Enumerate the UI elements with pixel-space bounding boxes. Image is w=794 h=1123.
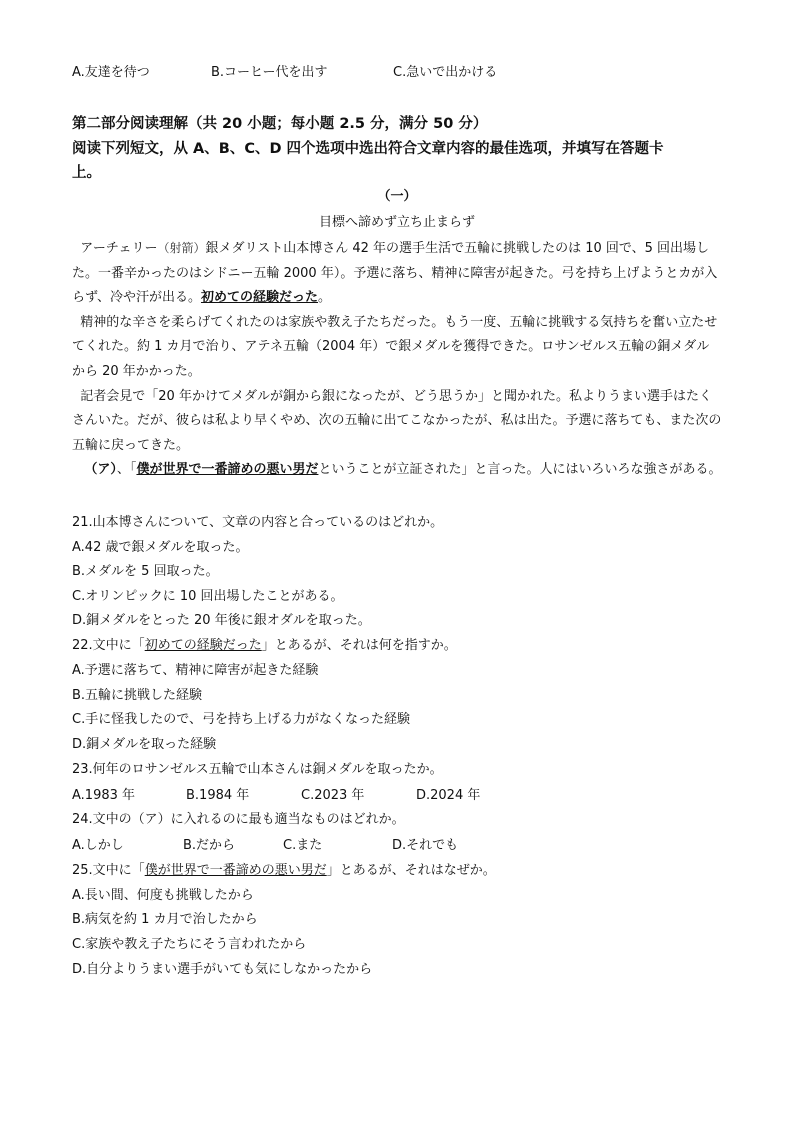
- q22-option-b: B.五輪に挑戦した経験: [72, 688, 203, 703]
- question-21: 21.山本博さんについて、文章の内容と合っているのはどれか。: [72, 515, 444, 530]
- q23-option-b: B.1984 年: [186, 788, 250, 803]
- passage-paragraph-3: [72, 385, 722, 459]
- q23-option-d: D.2024 年: [416, 788, 481, 803]
- passage-paragraph-1: [72, 236, 722, 311]
- q24-option-d: D.それでも: [392, 838, 459, 853]
- q21-option-a: A.42 歳で銀メダルを取った。: [72, 540, 249, 555]
- section-title: 第二部分阅读理解（共 20 小题；每小题 2.5 分，满分 50 分）: [72, 116, 488, 132]
- q25-option-c: C.家族や教え子たちにそう言われたから: [72, 937, 307, 952]
- p2-text: 精神的な辛さを柔らげてくれたのは家族や教え子たちだった。もう一度、五輪に挑戦する気持ちを奮い立たせてくれた。約 1 カ月で治り、アテネ五輪（2004 年）で銀メダルを獲得できた。ロサンゼルス五輪の銅メダルから 20 年かかった。: [72, 314, 718, 379]
- q21-option-b: B.メダルを 5 回取った。: [72, 564, 219, 579]
- q22-option-c: C.手に怪我したので、弓を持ち上げる力がなくなった経験: [72, 712, 410, 727]
- p4-text-b: 、「: [116, 462, 137, 478]
- q24-option-a: A.しかし: [72, 838, 124, 853]
- p1-text-c: 銀メダリスト山本博さん 42 年の選手生活で五輪に挑戦したのは 10 回で、5 回出場した。一番辛かったのはシドニー五輪 2000 年）。予選に落ち、精神に障害が起きた。弓を持ち上げようとカが入らず、冷や汗が出る。: [72, 241, 718, 306]
- question-24: 24.文中の（ア）に入れるのに最も適当なものはどれか。: [72, 812, 405, 827]
- q24-option-c: C.また: [283, 838, 323, 853]
- section-instruction-line2: 上。: [72, 165, 101, 181]
- section-instruction-line1: 阅读下列短文，从 A、B、C、D 四个选项中选出符合文章内容的最佳选项，并填写在答题卡: [72, 141, 664, 157]
- q22-option-d: D.銅メダルを取った経験: [72, 737, 217, 752]
- p4-underlined-phrase: 僕が世界で一番諦めの悪い男だ: [136, 462, 319, 478]
- p1-text-d: 。: [317, 290, 331, 306]
- passage-body: [72, 236, 722, 483]
- passage-paragraph-2: [72, 311, 722, 385]
- p4-text-c: ということが立証された」と言った。人にはいろいろな強さがある。: [318, 462, 722, 478]
- p1-text-a: アーチェリー: [80, 241, 158, 256]
- q21-option-c: C.オリンピックに 10 回出場したことがある。: [72, 589, 344, 604]
- q25-underlined-phrase: 僕が世界で一番諦めの悪い男だ: [144, 863, 327, 878]
- prev-option-a: A.友達を待つ: [72, 65, 150, 80]
- p4-blank-a: （ア）: [84, 462, 117, 478]
- p1-gloss: （射箭）: [157, 241, 206, 255]
- p3-text: 記者会見で「20 年かけてメダルが銅から銀になったが、どう思うか」と聞かれた。私よりうまい選手はたくさんいた。だが、彼らは私より早くやめ、次の五輪に出てこなかったが、私は出た。予選に落ちても、また次の五輪に戻ってきた。: [72, 388, 722, 453]
- q25-option-b: B.病気を約 1 カ月で治したから: [72, 912, 258, 927]
- prev-option-b: B.コーヒー代を出す: [211, 65, 328, 80]
- q22-stem-a: 22.文中に「: [72, 638, 145, 653]
- q25-stem-a: 25.文中に「: [72, 863, 145, 878]
- question-22: [72, 636, 457, 656]
- q22-option-a: A.予選に落ちて、精神に障害が起きた経験: [72, 663, 319, 678]
- passage-number: （一）: [377, 189, 417, 204]
- q25-option-a: A.長い間、何度も挑戦したから: [72, 888, 254, 903]
- q23-option-c: C.2023 年: [301, 788, 365, 803]
- q24-option-b: B.だから: [183, 838, 236, 853]
- prev-option-c: C.急いで出かける: [393, 65, 498, 80]
- p1-underlined-phrase: 初めての経験だった: [200, 290, 318, 306]
- q21-option-d: D.銅メダルをとった 20 年後に銀オダルを取った。: [72, 613, 371, 628]
- q25-stem-b: 」とあるが、それはなぜか。: [326, 863, 496, 878]
- passage-title: 目標へ諦めず立ち止まらず: [318, 215, 475, 230]
- question-23: 23.何年のロサンゼルス五輪で山本さんは銅メダルを取ったか。: [72, 762, 443, 777]
- q22-stem-b: 」とあるが、それは何を指すか。: [261, 638, 457, 653]
- passage-paragraph-4: [72, 458, 722, 483]
- q25-option-d: D.自分よりうまい選手がいても気にしなかったから: [72, 962, 373, 977]
- question-25: [72, 861, 496, 881]
- q22-underlined-phrase: 初めての経験だった: [144, 638, 262, 653]
- q23-option-a: A.1983 年: [72, 788, 136, 803]
